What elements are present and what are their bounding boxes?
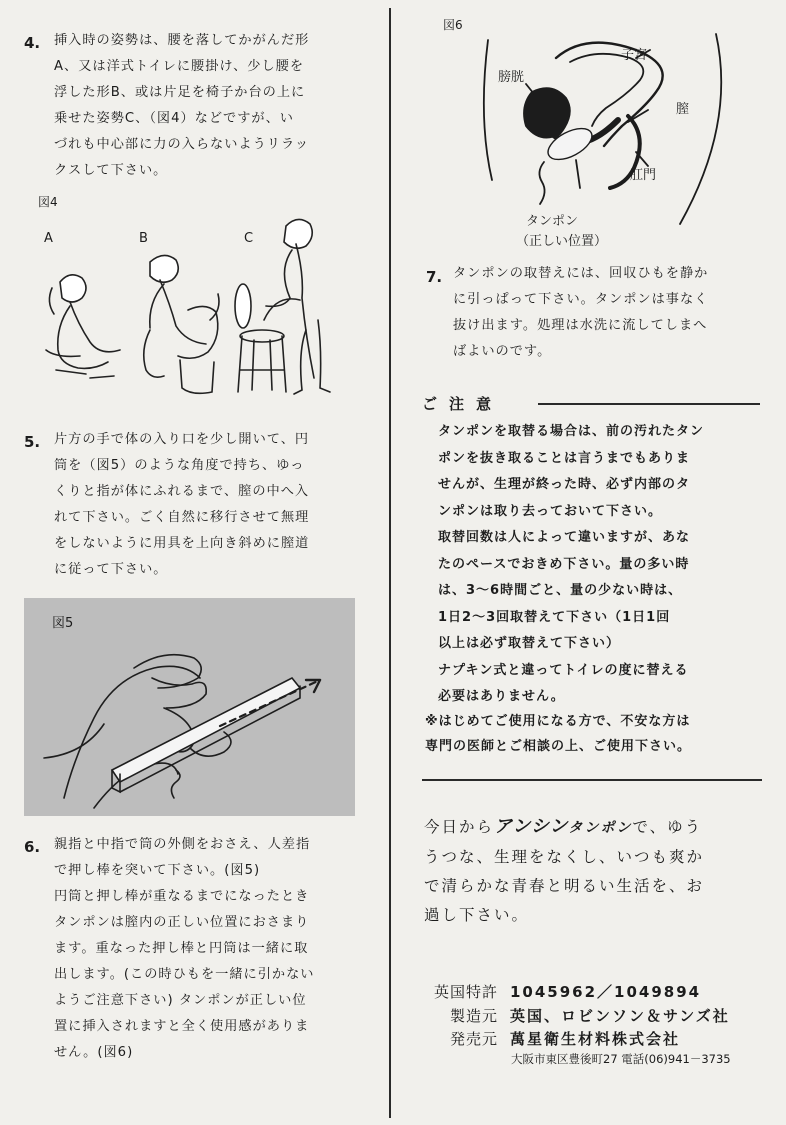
seller-name: 萬星衛生材料株式会社 [510, 1030, 681, 1048]
section-5-line: くりと指が体にふれるまで、膣の中へ入 [54, 484, 310, 499]
figure-5-panel [24, 598, 355, 816]
figure-6-tampon-label: タンポン [526, 214, 579, 229]
seller-row [404, 1028, 680, 1049]
figure-4-letter-c: C [244, 231, 254, 246]
section-6-line: ます。重なった押し棒と円筒は一緒に取 [54, 941, 309, 956]
notice-line: せんが、生理が終った時、必ず内部のタ [438, 477, 691, 492]
figure-5-label: 図5 [52, 616, 74, 631]
notice-footnote-line: 専門の医師とご相談の上、ご使用下さい。 [425, 739, 692, 754]
section-5-number: 5. [24, 433, 41, 451]
section-4-line: 挿入時の姿勢は、腰を落してかがんだ形 [54, 33, 310, 48]
maker-name: 英国、ロビンソン＆サンズ社 [510, 1007, 730, 1025]
section-6-line: で押し棒を突いて下さい。(図5) [54, 863, 261, 878]
figure-6-label: 図6 [443, 18, 463, 32]
section-6-line: 円筒と押し棒が重なるまでになったとき [54, 889, 310, 904]
section-4-line: 乗せた姿勢C、（図4）などですが、い [54, 111, 294, 126]
ad-line: うつな、生理をなくし、いつも爽か [424, 848, 705, 866]
section-6-text [54, 832, 314, 1066]
figure-4-letter-b: B [139, 231, 148, 246]
ad-line: 過し下さい。 [424, 906, 530, 924]
notice-line: たのペースでおきめ下さい。量の多い時 [438, 556, 690, 572]
section-4-number: 4. [24, 34, 41, 52]
figure-6-anus-label: 肛門 [630, 168, 657, 183]
notice-line: は、3～6時間ごと、量の少ない時は、 [438, 583, 683, 598]
section-4-line: クスして下さい。 [54, 163, 168, 178]
ad-line: で清らかな青春と明るい生活を、お [424, 877, 705, 895]
notice-heading-rule [538, 403, 760, 405]
section-6-line: ようご注意下さい) タンポンが正しい位 [54, 993, 307, 1008]
section-7-number: 7. [426, 268, 443, 286]
section-4-text [54, 28, 309, 184]
ad-first-line [424, 812, 704, 843]
maker-label: 製造元 [449, 1007, 498, 1025]
patent-numbers: 1045962／1049894 [510, 983, 702, 1001]
column-divider [389, 8, 391, 1118]
section-6-line: 置に挿入されますと全く使用感がありま [54, 1019, 310, 1034]
seller-label: 発売元 [449, 1030, 498, 1048]
patent-label: 英国特許 [433, 983, 498, 1001]
figure-5-hand-illustration [24, 598, 355, 816]
figure-6-uterus-label: 子宮 [621, 48, 648, 63]
section-5-line: をしないように用具を上向き斜めに膣道 [54, 536, 310, 551]
section-5-line: 片方の手で体の入り口を少し開いて、円 [54, 432, 310, 447]
ad-line-start: 今日から [424, 818, 495, 836]
brand-product: タンポン [568, 820, 633, 836]
section-7-line: に引っぱって下さい。タンポンは事なく [453, 292, 709, 307]
maker-row [404, 1005, 730, 1026]
notice-line: タンポンを取替る場合は、前の汚れたタン [438, 424, 705, 439]
section-4-line: 浮した形B、或は片足を椅子か台の上に [54, 85, 306, 100]
figure-4-label: 図4 [38, 195, 58, 209]
section-6-number: 6. [24, 838, 41, 856]
section-rule [422, 779, 762, 781]
section-4-line: づれも中心部に力の入らないようリラッ [54, 137, 310, 152]
figure-4-illustration [30, 210, 360, 410]
seller-address: 大阪市東区豊後町27 電話(06)941－3735 [511, 1052, 731, 1066]
section-5-line: に従って下さい。 [54, 562, 168, 577]
notice-line: ナプキン式と違ってトイレの度に替える [438, 662, 689, 678]
notice-footnote-line: ※はじめてご使用になる方で、不安な方は [425, 714, 691, 729]
section-4-line: A、又は洋式トイレに腰掛け、少し腰を [54, 59, 305, 74]
section-6-line: タンポンは膣内の正しい位置におさまり [54, 915, 310, 930]
section-5-line: 筒を（図5）のような角度で持ち、ゆっ [54, 458, 305, 473]
section-7-line: タンポンの取替えには、回収ひもを静か [453, 266, 709, 281]
figure-6-anatomy-illustration [440, 20, 740, 240]
section-5-text [54, 427, 309, 583]
figure-6-position-label: （正しい位置） [516, 234, 608, 249]
notice-text [438, 419, 704, 711]
section-6-line: せん。(図6) [54, 1045, 134, 1060]
ad-copy [424, 812, 704, 930]
brand-name: アンシン [494, 816, 569, 837]
notice-footnote [425, 709, 691, 759]
notice-line: 1日2～3回取替えて下さい（1日1回 [438, 609, 671, 625]
section-7-line: ばよいのです。 [453, 344, 552, 359]
patent-row [404, 981, 701, 1002]
section-7-text [453, 261, 708, 365]
section-6-line: 親指と中指で筒の外側をおさえ、人差指 [54, 837, 311, 852]
figure-4-letter-a: A [44, 231, 53, 246]
notice-line: 取替回数は人によって違いますが、あな [438, 530, 691, 545]
notice-heading: ご注意 [422, 395, 504, 413]
notice-line: 以上は必ず取替えて下さい） [438, 636, 621, 651]
figure-6-bladder-label: 膀胱 [498, 70, 525, 85]
figure-6-vagina-label: 膣 [676, 102, 690, 117]
notice-line: ンポンは取り去っておいて下さい。 [438, 503, 663, 519]
notice-line: ポンを抜き取ることは言うまでもありま [438, 450, 691, 466]
ad-line-end: で、ゆう [632, 818, 703, 836]
section-6-line: 出します。(この時ひもを一緒に引かない [54, 967, 315, 982]
section-7-line: 抜け出ます。処理は水洗に流してしまへ [453, 318, 708, 333]
section-5-line: れて下さい。ごく自然に移行させて無理 [54, 510, 310, 525]
notice-line: 必要はありません。 [438, 689, 565, 704]
